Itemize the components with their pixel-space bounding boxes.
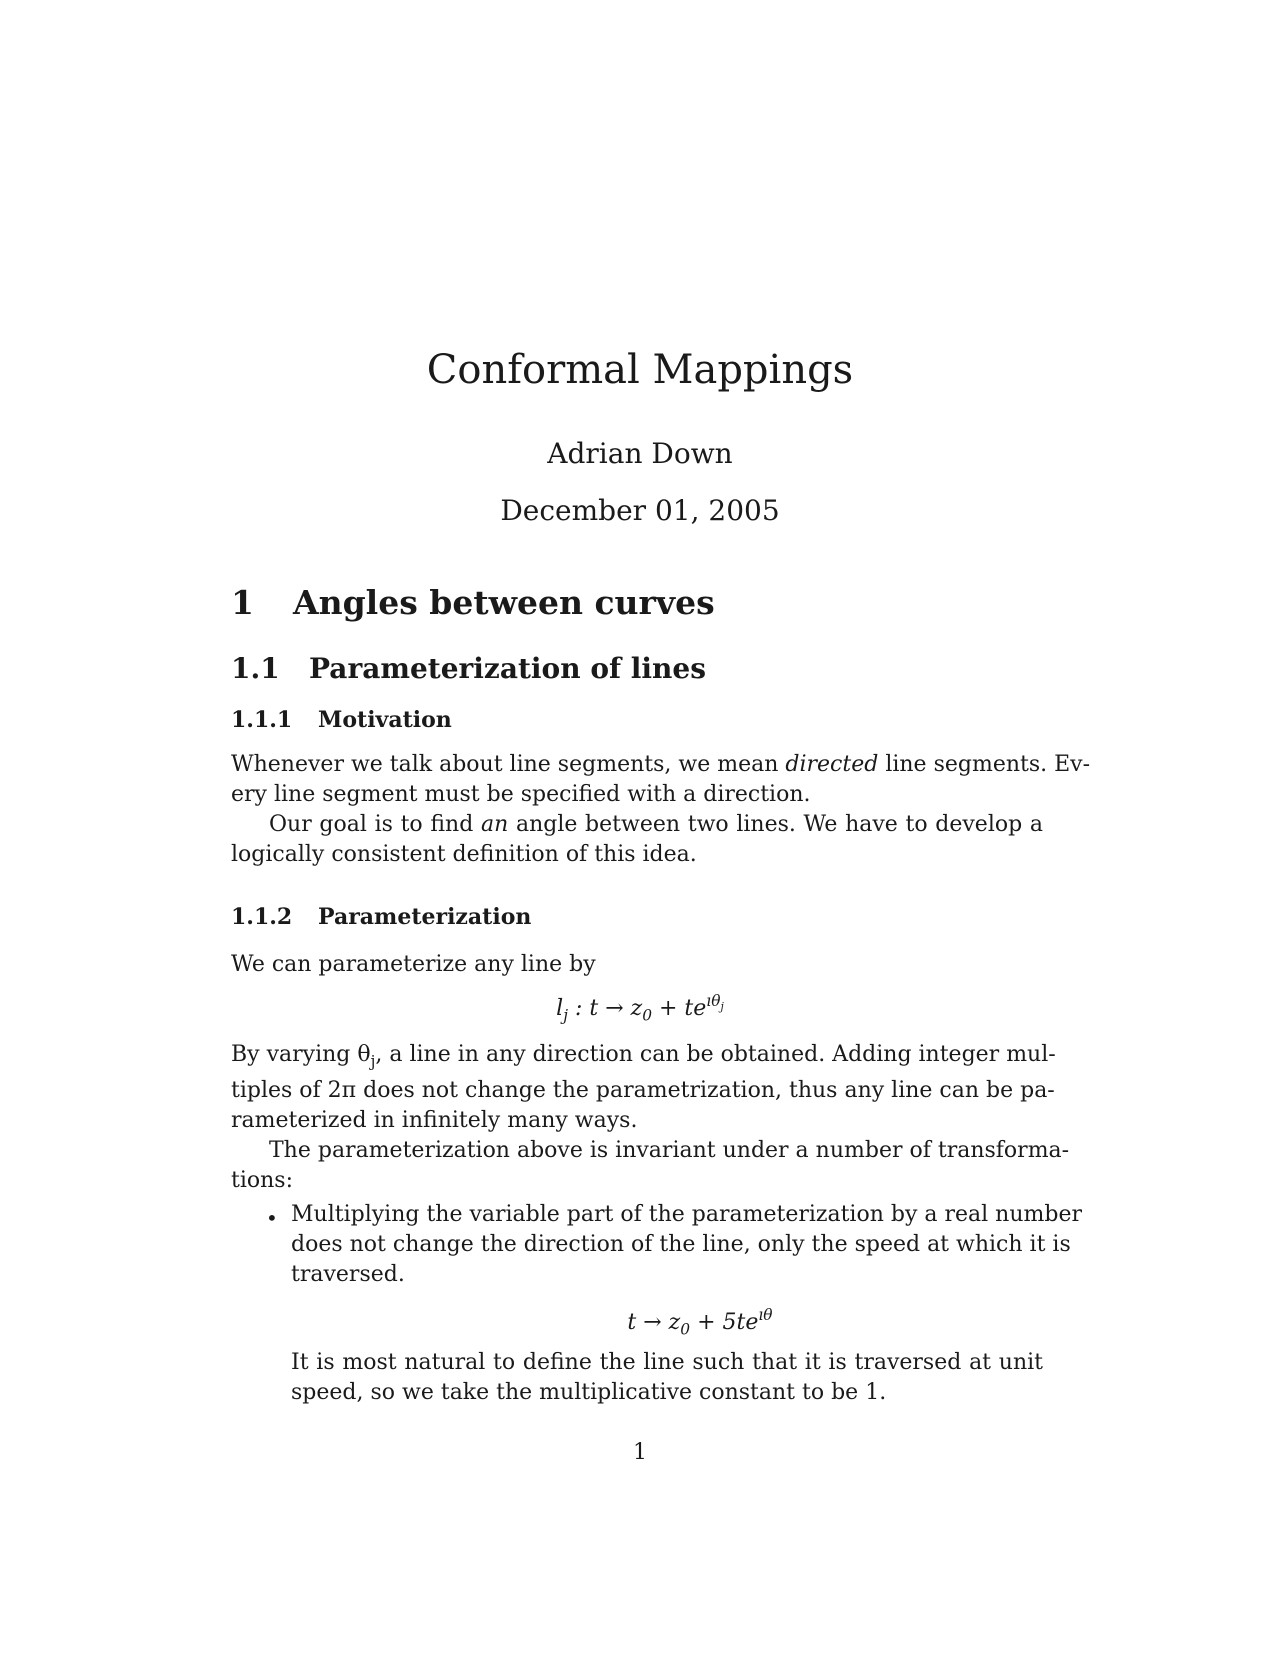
emphasis-text: directed — [785, 752, 879, 777]
subsection-heading-1-1 — [231, 652, 706, 685]
text-line: Multiplying the variable part of the parameterization by a real number — [291, 1202, 1082, 1227]
motivation-paragraph — [231, 750, 1091, 870]
subsubsection-title: Parameterization — [318, 904, 532, 930]
subsubsection-number: 1.1.1 — [231, 707, 293, 733]
section-title: Angles between curves — [293, 583, 715, 622]
text-line: tions: — [231, 1168, 293, 1194]
bullet-item — [291, 1200, 1082, 1290]
subsubsection-heading-motivation — [231, 707, 452, 733]
paper-author: Adrian Down — [547, 437, 733, 470]
parameterization-intro — [231, 950, 1043, 980]
text-line: speed, so we take the multiplicative constant to be 1. — [291, 1380, 887, 1405]
text-line: does not change the direction of the line, only the speed at which it is — [291, 1232, 1071, 1257]
text-line: Whenever we talk about line segments, we mean directed line segments. Ev- — [231, 752, 1091, 777]
text-line: tiples of 2π does not change the parametrization, thus any line can be pa- — [231, 1078, 1055, 1104]
subsubsection-title: Motivation — [318, 707, 452, 733]
subsection-number: 1.1 — [231, 652, 280, 685]
subsubsection-heading-parameterization — [231, 904, 531, 930]
parameterization-paragraph — [231, 1040, 1070, 1196]
page-number: 1 — [633, 1440, 647, 1465]
equation-scaled-line: $t \to z_0 + 5te^{ı\theta}$ — [627, 1306, 773, 1339]
subsection-title: Parameterization of lines — [309, 652, 706, 685]
bullet-continuation — [291, 1348, 1043, 1408]
text-line: We can parameterize any line by — [231, 952, 596, 977]
text-line: Our goal is to find an angle between two lines. We have to develop a — [269, 812, 1043, 837]
section-number: 1 — [231, 583, 254, 622]
text-line: traversed. — [291, 1262, 405, 1287]
equation-line-parameterization: $l_j$ : $t \to z_0 + te^{ı\theta_j}$ — [556, 992, 724, 1025]
emphasis-text: an — [480, 812, 509, 837]
paper-title: Conformal Mappings — [426, 347, 854, 393]
text-line: ery line segment must be specified with a direction. — [231, 782, 811, 807]
text-line: logically consistent definition of this idea. — [231, 842, 697, 867]
text-line: It is most natural to define the line such that it is traversed at unit — [291, 1350, 1043, 1375]
subsubsection-number: 1.1.2 — [231, 904, 293, 930]
text-line: rameterized in infinitely many ways. — [231, 1108, 638, 1134]
section-heading-1 — [231, 583, 715, 622]
bullet-icon: • — [266, 1206, 278, 1230]
text-line: By varying $\theta_j$, a line in any direction can be obtained. Adding integer mul- — [231, 1042, 1056, 1071]
paper-date: December 01, 2005 — [500, 494, 780, 527]
text-line: The parameterization above is invariant under a number of transforma- — [269, 1138, 1070, 1164]
